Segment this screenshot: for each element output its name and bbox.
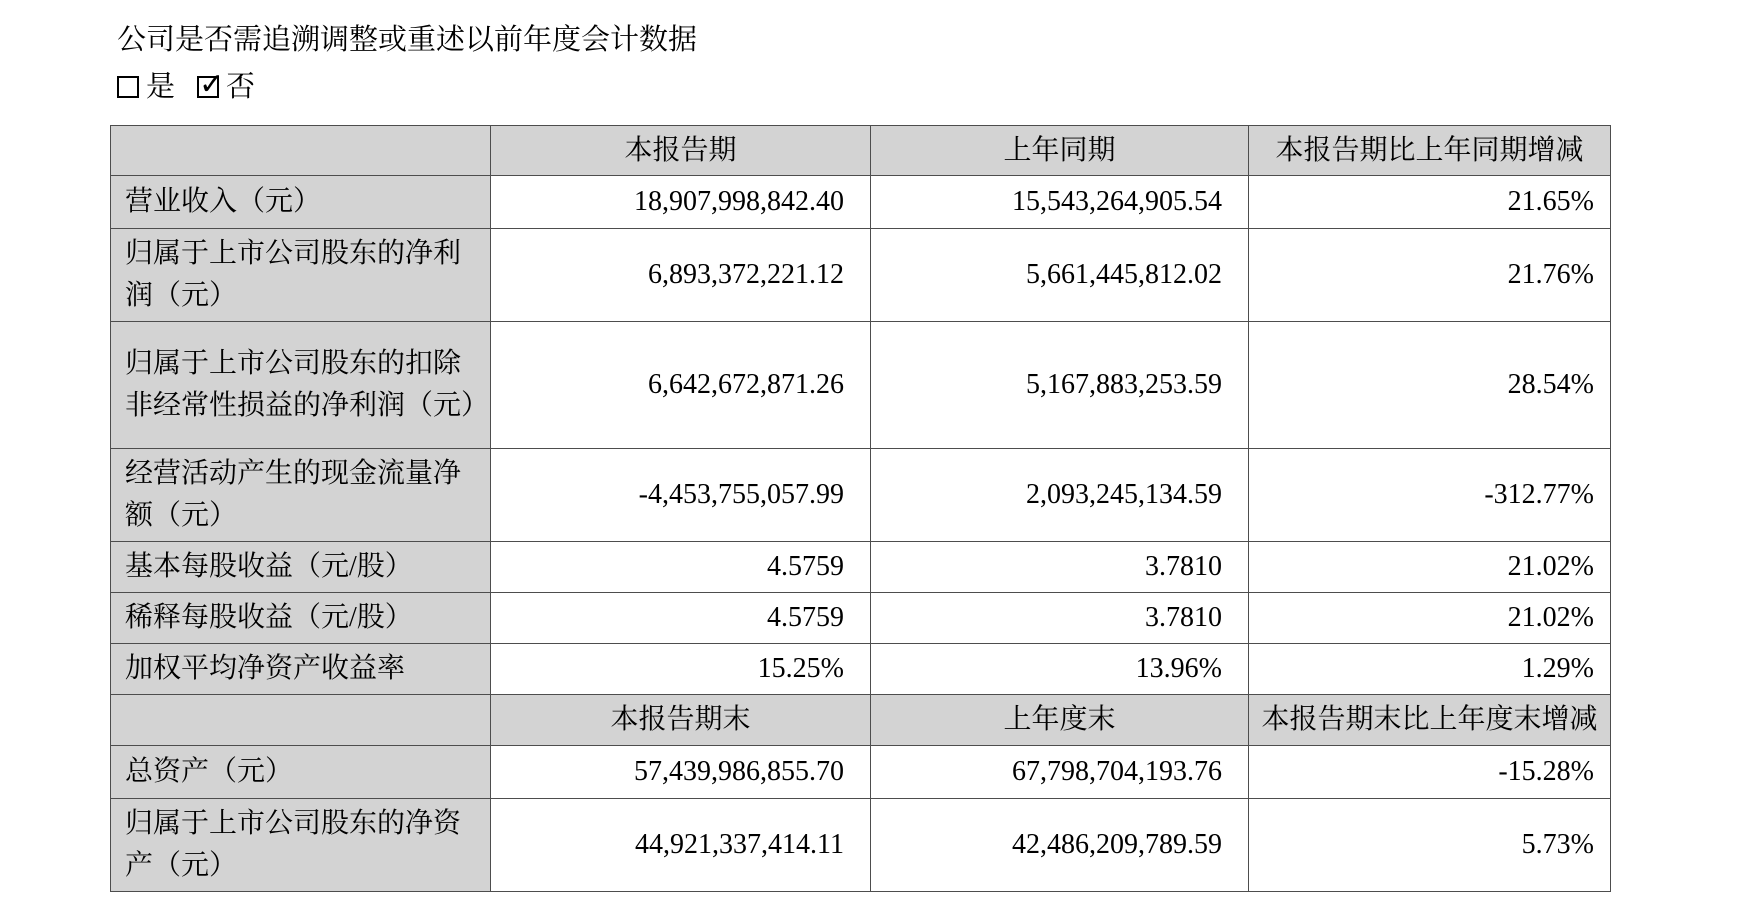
value-current: 4.5759 bbox=[491, 542, 871, 593]
row-label: 加权平均净资产收益率 bbox=[111, 644, 491, 695]
table-row bbox=[111, 593, 1611, 644]
value-change: -312.77% bbox=[1249, 449, 1611, 542]
table-row bbox=[111, 176, 1611, 229]
checkbox-yes bbox=[117, 76, 139, 98]
value-change: 5.73% bbox=[1249, 799, 1611, 892]
row-label: 归属于上市公司股东的净资产（元） bbox=[111, 799, 491, 892]
checkbox-yes-label: 是 bbox=[146, 71, 176, 103]
table-row bbox=[111, 542, 1611, 593]
value-prior: 2,093,245,134.59 bbox=[871, 449, 1249, 542]
value-current: 6,893,372,221.12 bbox=[491, 229, 871, 322]
value-change: 1.29% bbox=[1249, 644, 1611, 695]
table-row bbox=[111, 229, 1611, 322]
header-prior-eop: 上年度末 bbox=[871, 695, 1249, 746]
value-current: 44,921,337,414.11 bbox=[491, 799, 871, 892]
value-prior: 15,543,264,905.54 bbox=[871, 176, 1249, 229]
value-change: 28.54% bbox=[1249, 322, 1611, 449]
header-blank-cell bbox=[111, 695, 491, 746]
table-row bbox=[111, 449, 1611, 542]
row-label: 归属于上市公司股东的扣除非经常性损益的净利润（元） bbox=[111, 322, 491, 449]
table-header-row-period bbox=[111, 126, 1611, 176]
checkbox-no bbox=[197, 67, 225, 102]
value-current: 4.5759 bbox=[491, 593, 871, 644]
value-prior: 42,486,209,789.59 bbox=[871, 799, 1249, 892]
header-change-eop: 本报告期末比上年度末增减 bbox=[1249, 695, 1611, 746]
row-label: 稀释每股收益（元/股） bbox=[111, 593, 491, 644]
value-prior: 5,167,883,253.59 bbox=[871, 322, 1249, 449]
row-label: 归属于上市公司股东的净利润（元） bbox=[111, 229, 491, 322]
checkbox-no-label: 否 bbox=[226, 71, 256, 103]
restatement-answer-line bbox=[117, 67, 256, 104]
checkmark-icon: ✓ bbox=[199, 67, 225, 102]
value-current: 57,439,986,855.70 bbox=[491, 746, 871, 799]
row-label: 经营活动产生的现金流量净额（元） bbox=[111, 449, 491, 542]
table-row bbox=[111, 322, 1611, 449]
value-prior: 67,798,704,193.76 bbox=[871, 746, 1249, 799]
value-change: 21.76% bbox=[1249, 229, 1611, 322]
value-prior: 3.7810 bbox=[871, 542, 1249, 593]
row-label: 营业收入（元） bbox=[111, 176, 491, 229]
value-current: 6,642,672,871.26 bbox=[491, 322, 871, 449]
header-prior-period: 上年同期 bbox=[871, 126, 1249, 176]
value-change: -15.28% bbox=[1249, 746, 1611, 799]
header-change-period: 本报告期比上年同期增减 bbox=[1249, 126, 1611, 176]
header-blank-cell bbox=[111, 126, 491, 176]
value-prior: 3.7810 bbox=[871, 593, 1249, 644]
restatement-question-text: 公司是否需追溯调整或重述以前年度会计数据 bbox=[117, 24, 698, 56]
key-financials-table bbox=[110, 125, 1611, 892]
value-current: 15.25% bbox=[491, 644, 871, 695]
value-current: -4,453,755,057.99 bbox=[491, 449, 871, 542]
value-current: 18,907,998,842.40 bbox=[491, 176, 871, 229]
value-change: 21.02% bbox=[1249, 542, 1611, 593]
table-row bbox=[111, 644, 1611, 695]
header-current-period: 本报告期 bbox=[491, 126, 871, 176]
row-label: 基本每股收益（元/股） bbox=[111, 542, 491, 593]
value-prior: 5,661,445,812.02 bbox=[871, 229, 1249, 322]
value-change: 21.65% bbox=[1249, 176, 1611, 229]
table-row bbox=[111, 746, 1611, 799]
table-row bbox=[111, 799, 1611, 892]
value-change: 21.02% bbox=[1249, 593, 1611, 644]
table-header-row-eop bbox=[111, 695, 1611, 746]
value-prior: 13.96% bbox=[871, 644, 1249, 695]
row-label: 总资产（元） bbox=[111, 746, 491, 799]
header-current-eop: 本报告期末 bbox=[491, 695, 871, 746]
